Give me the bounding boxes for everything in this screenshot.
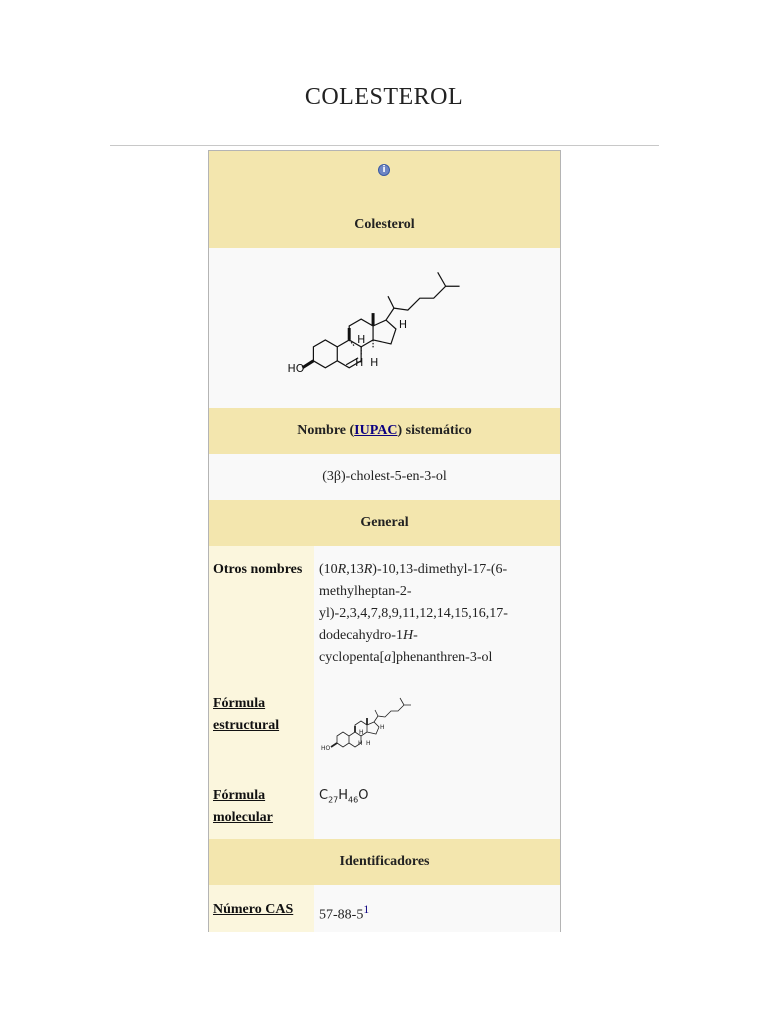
- cholesterol-small-skeletal: [319, 691, 429, 757]
- svg-text:HO: HO: [321, 745, 331, 752]
- chembox-infobox: [208, 150, 561, 932]
- svg-text:H: H: [370, 355, 379, 369]
- formula-molecular-label[interactable]: Fórmula molecular: [213, 788, 273, 825]
- formula-molecular-value: $C_{27}H_{46}O$: [319, 788, 369, 805]
- infobox-header: [209, 151, 560, 248]
- svg-text:H: H: [398, 318, 408, 331]
- svg-text:H: H: [355, 355, 364, 369]
- compound-name: Colesterol: [354, 217, 415, 232]
- iupac-header-suffix: ) sistemático: [397, 423, 472, 438]
- svg-text:H: H: [380, 724, 385, 731]
- otros-nombres-label: Otros nombres: [213, 562, 303, 577]
- iupac-link[interactable]: IUPAC: [354, 423, 398, 438]
- svg-text:H: H: [366, 740, 371, 747]
- info-icon[interactable]: i: [378, 164, 390, 176]
- formula-estructural-image: [319, 691, 554, 761]
- cholesterol-skeletal-formula: [209, 248, 560, 408]
- structure-image: [209, 248, 560, 408]
- cas-label[interactable]: Número CAS: [213, 902, 294, 917]
- cas-reference-link[interactable]: 1: [363, 903, 370, 916]
- iupac-header: [209, 408, 560, 454]
- formula-estructural-label[interactable]: Fórmula estructural: [213, 696, 280, 733]
- structure-oh-label: HO: [287, 361, 305, 375]
- identificadores-header: Identificadores: [209, 839, 560, 885]
- svg-text:H: H: [359, 729, 364, 736]
- iupac-name: (3β)-cholest-5-en-3-ol: [322, 469, 447, 484]
- general-header: General: [209, 500, 560, 546]
- svg-text:H: H: [357, 332, 366, 346]
- iupac-header-prefix: Nombre (: [297, 423, 355, 438]
- page-title: COLESTEROL: [304, 84, 464, 110]
- iupac-name-cell: [209, 454, 560, 500]
- otros-nombres-value: (10R,13R)-10,13-dimethyl-17-(6-methylheptan-2-yl)-2,3,4,7,8,9,11,12,14,15,16,17-dodecahydro-1H-cyclopenta[a]phenanthren-3-ol: [319, 562, 508, 665]
- cas-value: $57-88-5^1$: [319, 903, 370, 923]
- svg-text:H: H: [358, 740, 363, 747]
- title-divider: [110, 145, 659, 146]
